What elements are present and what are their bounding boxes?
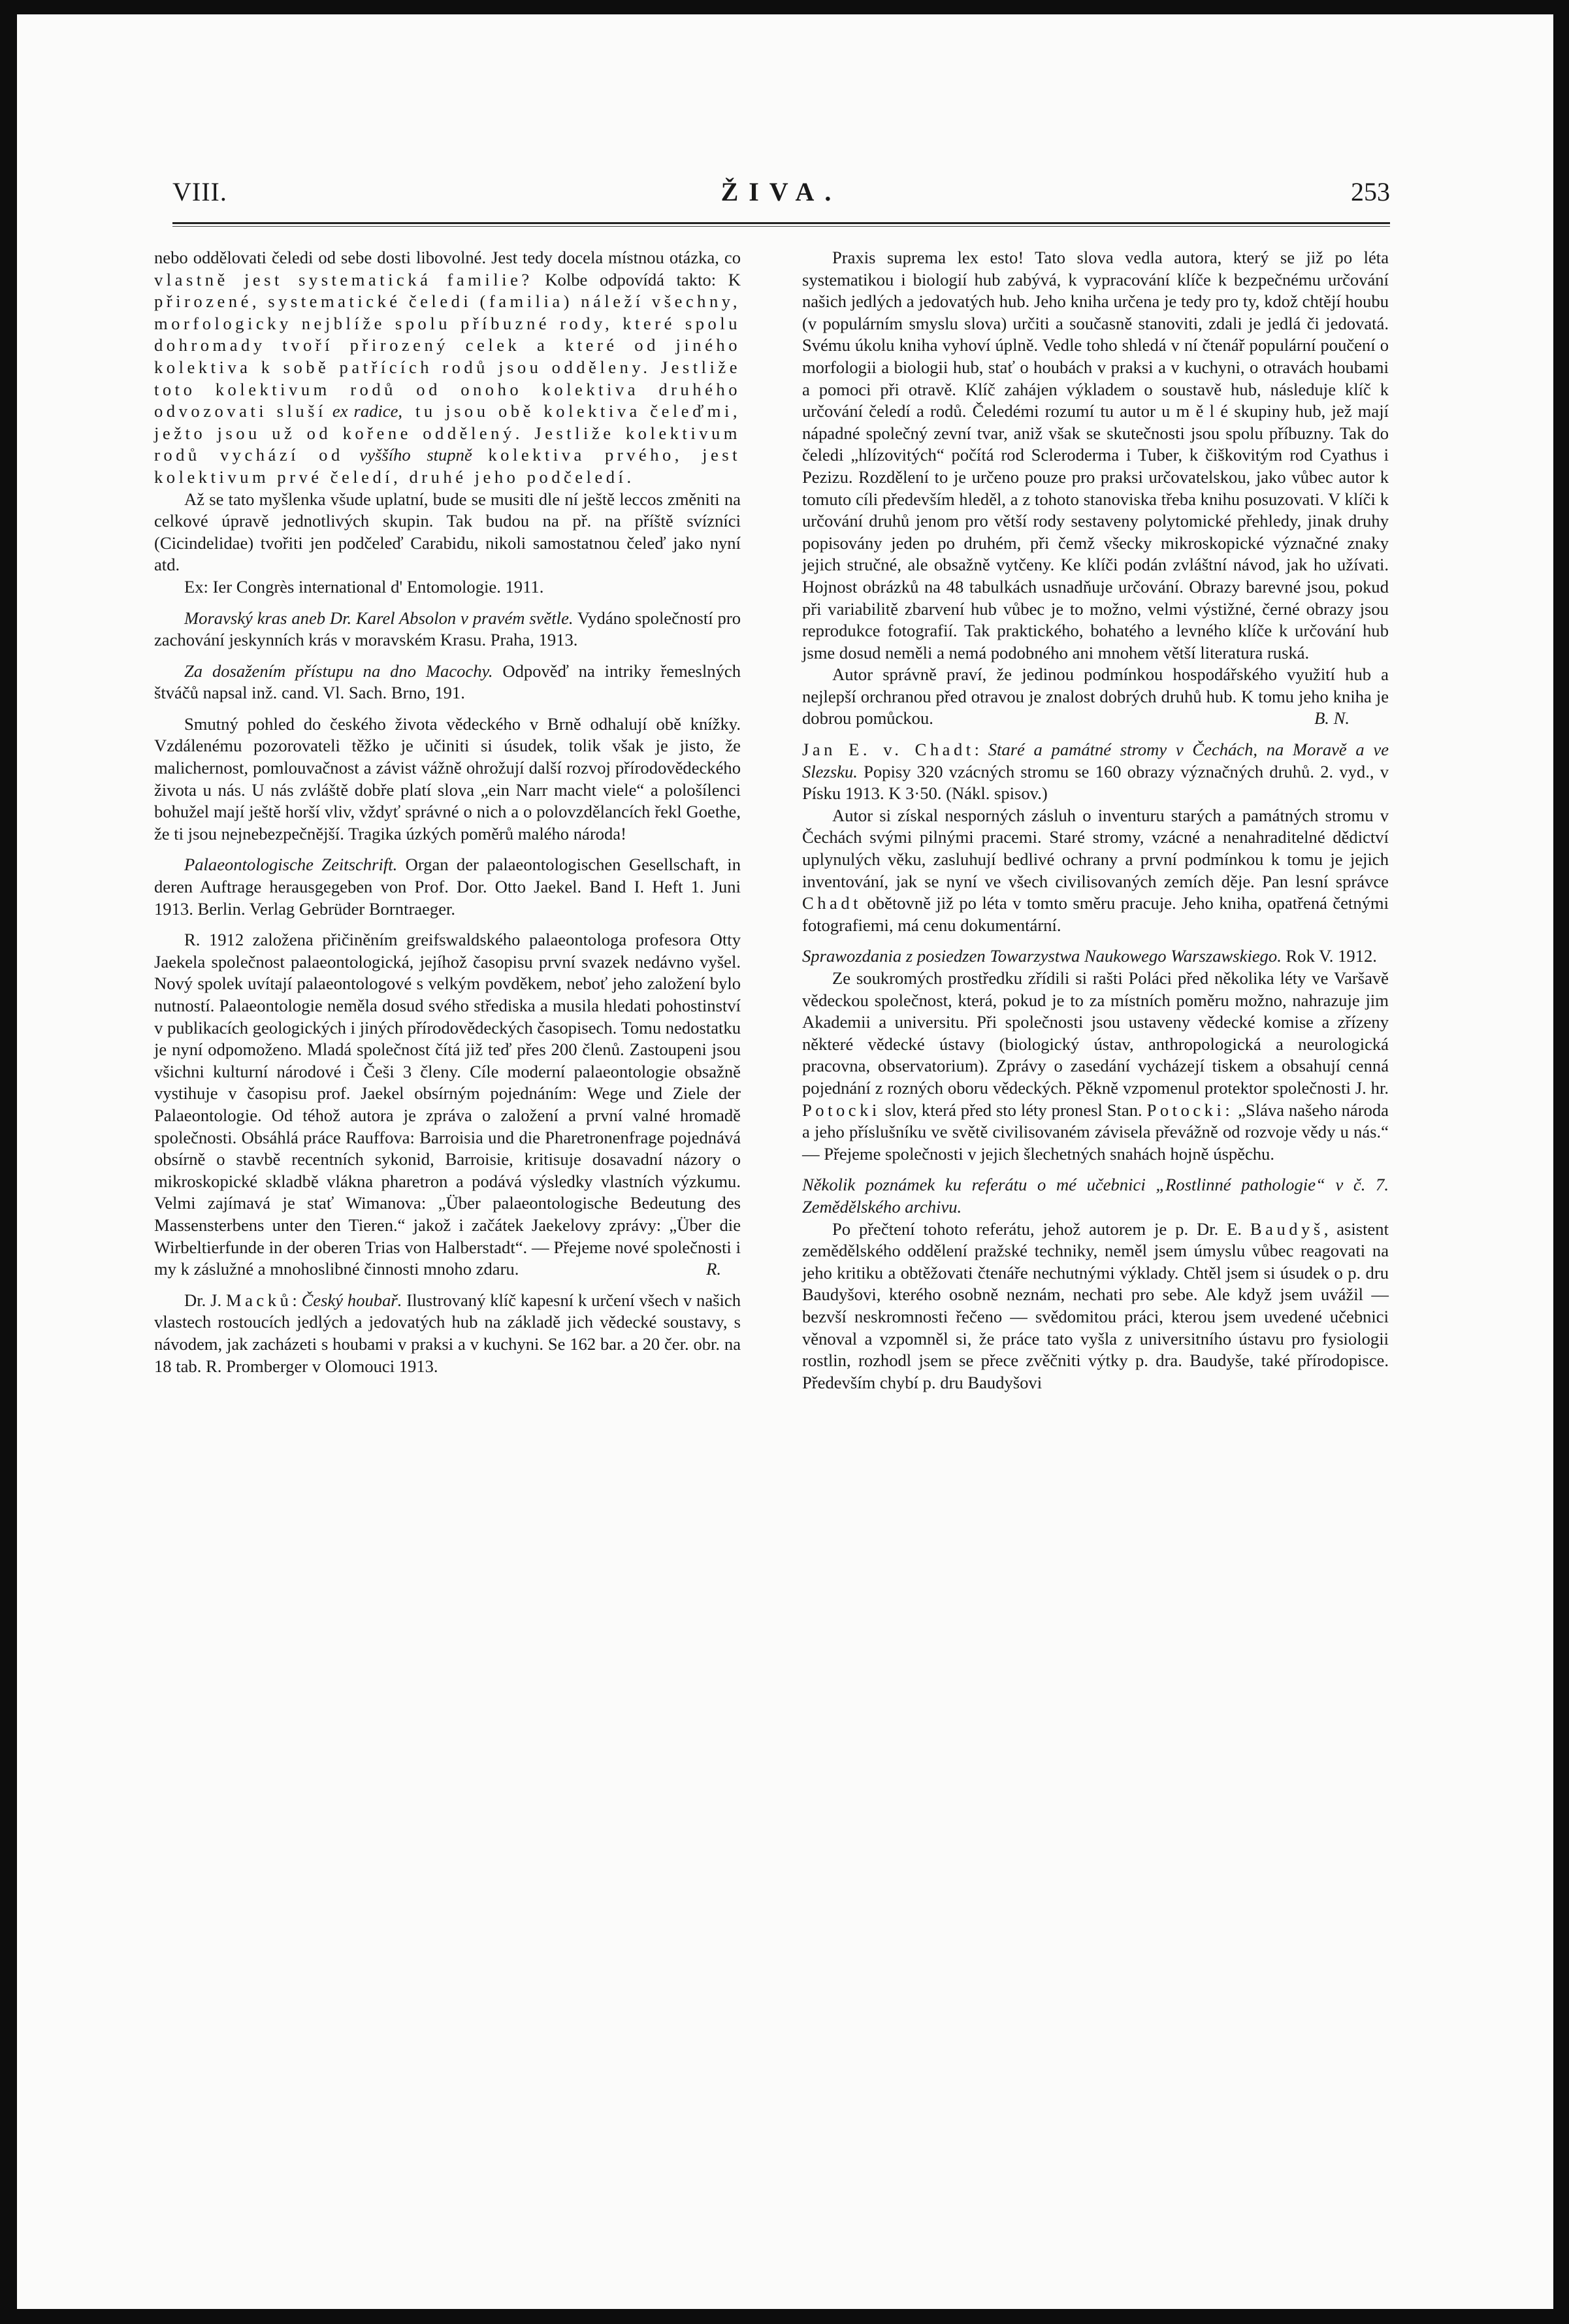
running-header <box>172 176 1390 216</box>
signature: B. N. <box>1314 708 1350 728</box>
paragraph-family-definition: nebo oddělovati čeledi od sebe dosti libovolné. Jest tedy docela místnou otázka, co vlastně jest systematická familie? Kolbe odpovídá takto: K přirozené, systematické čeledi (familia) náleží všechny, morfologicky nejblíže spolu příbuzné rody, které spolu dohromady tvoří přirozený celek a které od jiného kolektiva k sobě patřících rodů jsou odděleny. Jestliže toto kolektivum rodů od onoho kolektiva druhého odvozovati sluší ex radice, tu jsou obě kolektiva čeleďmi, ježto jsou už od kořene oddělený. Jestliže kolektivum rodů vychází od vyššího stupně kolektiva prvého, jest kolektivum prvé čeledí, druhé jeho podčeledí. <box>154 248 741 487</box>
header-rule <box>172 222 1390 227</box>
note-title-pathology: Několik poznámek ku referátu o mé učebnici „Rostlinné pathologie“ v č. 7. Zemědělského archivu. <box>802 1175 1389 1217</box>
volume-number: VIII. <box>172 177 227 206</box>
paragraph-warsaw-society: Ze soukromých prostředku zřídili si rašti Poláci před několika léty ve Varšavě vědeckou společnost, která, pokud je to za místních poměru možno, nahrazuje jim Akademii a universitu. Při společnosti jsou ustaveny vědecké komise a zřízeny některé vědecké ústavy (biologický ústav, anthropologická a neurologická pracovna, observatorium). Zprávy o zasedání vycházejí tiskem a obsahují cenná pojednání z rozných oboru vědeckých. Pěkně vzpomenul protektor společnosti J. hr. Potocki slov, která před sto léty pronesl Stan. Potocki: „Sláva našeho národa a jeho příslušníku ve světě civilisovaném závisela převážně od rozvoje vědy u nás.“ — Přejeme společnosti v jejich šlechetných snahách hojně úspěchu. <box>802 968 1389 1164</box>
journal-title: ŽIVA. <box>720 177 842 206</box>
signature: R. <box>706 1259 721 1279</box>
paragraph-palaeontology-society: R. 1912 založena přičiněním greifswaldského palaeontologa profesora Otty Jaekela společnost palaeontologická, jejíhož časopisu první svazek nedávno vyšel. Nový spolek uvítají palaeontologové s velkým povděkem, neboť jeho založení bylo nutností. Palaeontologie neměla dosud svého střediska a musila hledati pohostinství v publikacích geologických i jiných přírodovědeckých časopisech. Tomu nedostatku je nyní odpomoženo. Mladá společnost čítá již teď přes 200 členů. Zastoupeni jsou všichni kulturní národové i Češi 3 členy. Cíle moderní palaeontologie obsažně vystihuje v časopisu prof. Jaekel obsírným pojednáním: Wege und Ziele der Palaeontologie. Od téhož autora je zpráva o založení a první valné hromadě společnosti. Obsáhlá práce Rauffova: Barroisia und die Pharetronenfrage pojednává obsírně o stavbě recentních sykonid, Barroisie, kritisuje dosavadní názory o mikroskopické skladbě vlákna pharetron a podává výsledky vlastních výzkumu. Velmi zajímavá je stať Wimanova: „Über palaeontologische Bedeutung des Massensterbens unter den Tieren.“ jakož i začátek Jaekelovy zprávy: „Über die Wirbeltierfunde in der oberen Trias von Halberstadt“. — Přejeme nové společnosti i my k záslužné a mnohoslibné činnosti mnoho zdaru. R. <box>154 929 741 1281</box>
paragraph-houbar-review: Praxis suprema lex esto! Tato slova vedla autora, který se již po léta systematikou i biologií hub zabývá, k vypracování klíče k bezpečnému určování našich jedlých a jedovatých hub. Jeho kniha určena je tedy pro ty, kdož chtějí houbu (v populárním smyslu slova) určiti a současně stanoviti, zdali je jedlá či jedovatá. Svému úkolu kniha vyhoví úplně. Vedle toho shledá v ní čtenář populární poučení o morfologii a biologii hub, stať o houbách v praksi a v kuchyni, o otravách houbami a pomoci při otravě. Klíč zahájen výkladem o soustavě hub, následuje klíč k určování čeledí a rodů. Čeledémi rozumí tu autor u m ě l é skupiny hub, jež mají nápadné společný zevní tvar, aniž však se skutečnosti jsou spolu příbuzny. Tak do čeledi „hlízovitých“ počítá rod Scleroderma i Tuber, k čiškovitým rod Cyathus i Pezizu. Rozdělení to je určeno pouze pro praksi určovatelskou, jako vůbec autor k tomuto cíli především hleděl, a z tohoto stanoviska třeba knihu posuzovati. V klíči k určování druhů jenom pro větší rody sestaveny polytomické přehledy, jinak druhy popisovány jeden po druhém, při čemž všecky mikroskopické význačné znaky jejich stručné, ale obsažně vytčeny. Ke klíči podán zvláštní návod, jak ho užívati. Hojnost obrázků na 48 tabulkách usnadňuje určování. Obrazy barevné jsou, pokud při variabilitě zbarvení hub vůbec je to možno, velmi výstižné, černé obrazy jsou reprodukce fotografií. Tak praktického, bohatého a levného klíče k určování hub jsme dosud neměli a nemá podobného ani mnohem větší literatura ruská. <box>802 248 1389 663</box>
review-palaeontologische-zeitschrift: Palaeontologische Zeitschrift. Organ der palaeontologischen Gesellschaft, in deren Auftrage herausgegeben von Prof. Dor. Otto Jaekel. Band I. Heft 1. Juni 1913. Berlin. Verlag Gebrüder Borntraeger. <box>154 855 741 919</box>
page <box>17 14 1553 2309</box>
review-macocha: Za dosažením přístupu na dno Macochy. Odpověď na intriky řemeslných štváčů napsal inž. cand. Vl. Sach. Brno, 191. <box>154 661 741 703</box>
review-sprawozdania: Sprawozdania z posiedzen Towarzystwa Naukowego Warszawskiego. Rok V. 1912. <box>802 946 1377 966</box>
left-column <box>154 247 741 1377</box>
page-number: 253 <box>1351 177 1390 206</box>
review-cesky-houbar: Dr. J. Macků: Český houbař. Ilustrovaný klíč kapesní k určení všech v našich vlastech rostoucích jedlých a jedovatých hub na základě jich vědecké soustavy, s návodem, jak zacházeti s houbami v praksi a v kuchyni. Se 162 bar. a 20 čer. obr. na 18 tab. R. Promberger v Olomouci 1913. <box>154 1290 741 1376</box>
paragraph-consequence: Až se tato myšlenka všude uplatní, bude se musiti dle ní ještě leccos změniti na celkové úpravě jednotlivých skupin. Tak budou na př. na příště svízníci (Cicindelidae) tvořiti jen podčeleď Carabidu, nikoli samostatnou čeleď jako nyní atd. <box>154 489 741 575</box>
paragraph-commentary: Smutný pohled do českého života vědeckého v Brně odhalují obě knížky. Vzdálenému pozorovateli těžko je učiniti si úsudek, tolik však je jisto, že malichernost, pomlouvačnost a závist vážně ohrožují další rozvoj přírodovědeckého života u nás. U nás zvláště dobře platí slova „ein Narr macht viele“ a pološílenci bohužel mají ještě horší vliv, vždyť správné o nich a o polovzdělancích řekl Goethe, že ti jsou nejnebezpečnější. Tragika úzkých poměrů malého národa! <box>154 713 741 843</box>
right-column <box>802 247 1389 1394</box>
paragraph-houbar-conclusion: Autor správně praví, že jedinou podmínkou hospodářského využití hub a nejlepší orchranou před otravou je znalost dobrých druhů hub. K tomu jeho kniha je dobrou pomůckou. B. N. <box>802 664 1389 730</box>
review-moravsky-kras: Moravský kras aneb Dr. Karel Absolon v pravém světle. Vydáno společností pro zachování jeskynních krás v moravském Krasu. Praha, 1913. <box>154 608 741 650</box>
paragraph-baudys-reply: Po přečtení tohoto referátu, jehož autorem je p. Dr. E. Baudyš, asistent zemědělského oddělení pražské techniky, neměl jsem úmyslu vůbec reagovati na jeho kritiku a obtěžovati čtenáře nechutnými výklady. Chtěl jsem si úsudek o p. dru Baudyšovi, kterého osobně neznám, nechati pro sebe. Ale když jsem uvážil — bezvší neskromnosti řečeno — svědomitou práci, kterou jsem uvedené učebnici věnoval a vzpomněl si, že práce tato vyšla z universitního ústavu pro fysiologii rostlin, rozhodl jsem se přece zvěčniti výtky p. dra. Baudyše, také přírodopisce. Především chybí p. dru Baudyšovi <box>802 1219 1389 1392</box>
paragraph-stromy: Autor si získal nesporných zásluh o inventuru starých a památných stromu v Čechách svými pilnými pracemi. Staré stromy, vzácné a nenahraditelné dědictví uplynulých věku, zasluhují bedlivé ochrany a první podmínkou k tomu je jejich inventování, jak se nyní ve všech civilisovaných zemích děje. Pan lesní správce Chadt obětovně již po léta v tomto směru pracuje. Jeho kniha, opatřená četnými fotografiemi, má cenu dokumentární. <box>802 805 1389 935</box>
review-pamatne-stromy: Jan E. v. Chadt: Staré a památné stromy v Čechách, na Moravě a ve Slezsku. Popisy 320 vzácných stromu se 160 obrazy význačných druhů. 2. vyd., v Písku 1913. K 3·50. (Nákl. spisov.) <box>802 740 1389 804</box>
source-citation: Ex: Ier Congrès international d' Entomologie. 1911. <box>184 576 544 597</box>
